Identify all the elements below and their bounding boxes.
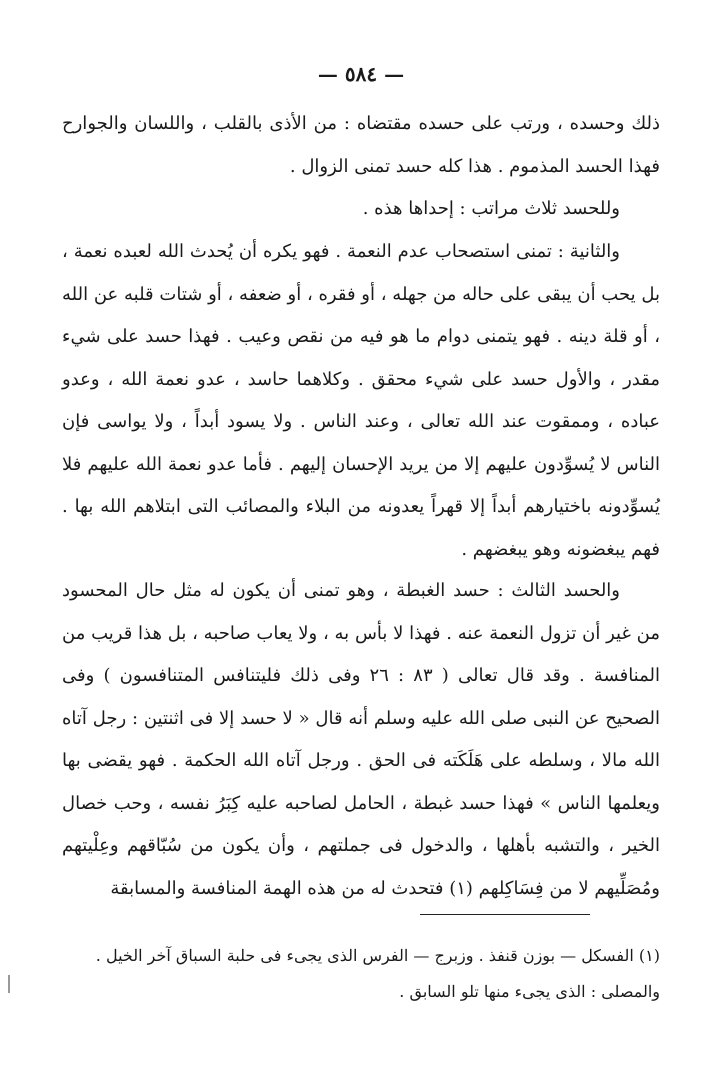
margin-mark: [8, 975, 10, 993]
paragraph-ranks-of-envy: وللحسد ثلاث مراتب : إحداها هذه .: [362, 198, 620, 219]
paragraph-third-rank: والحسد الثالث : حسد الغبطة ، وهو تمنى أن يكون له مثل حال المحسود من غير أن تزول النعمة عنه . فهذا لا بأس به ، ولا يعاب صاحبه ، بل هذا قريب من المنافسة . وقد قال تعالى ( ٨٣ : ٢٦ وفى ذلك فليتنافس المتنافسون ) وفى الصحيح عن النبى صلى الله عليه وسلم أنه قال « لا حسد إلا فى اثنتين : رجل آتاه الله مالا ، وسلطه على هَلَكَته فى الحق . ورجل آتاه الله الحكمة . فهو يقضى بها ويعلمها الناس » فهذا حسد غبطة ، الحامل لصاحبه عليه كِبَرُ نفسه ، وحب خصال الخير ، والتشبه بأهلها ، والدخول فى جملتهم ، وأن يكون من سُبّاقهم وعِلْيتهم ومُصَلِّيهم لا من فِسَاكِلهم (١) فتحدث له من هذه الهمة المنافسة والمسابقة: [62, 580, 661, 899]
paragraph-continuation: ذلك وحسده ، ورتب على حسده مقتضاه : من الأذى بالقلب ، واللسان والجوارح فهذا الحسد المذموم . هذا كله حسد تمنى الزوال .: [62, 113, 660, 177]
page-number: — ٥٨٤ —: [317, 62, 405, 86]
footnote: (١) الفسكل — بوزن قنفذ . وزبرج — الفرس الذى يجىء فى حلبة السباق آخر الخيل . والمصلى : الذى يجىء منها تلو السابق .: [95, 946, 660, 1001]
footnote-divider: [420, 914, 590, 915]
paragraph-second-rank: والثانية : تمنى استصحاب عدم النعمة . فهو يكره أن يُحدث الله لعبده نعمة ، بل يحب أن يبقى على حاله من جهله ، أو فقره ، أو ضعفه ، أو شتات قلبه عن الله ، أو قلة دينه . فهو يتمنى دوام ما هو فيه من نقص وعيب . فهذا حسد على شيء مقدر ، والأول حسد على شيء محقق . وكلاهما حاسد ، عدو نعمة الله ، وعدو عباده ، وممقوت عند الله تعالى ، وعند الناس . ولا يسود أبداً ، ولا يواسى فإن الناس لا يُسوِّدون عليهم إلا من يريد الإحسان إليهم . فأما عدو نعمة الله عليهم فلا يُسوِّدونه باختيارهم أبداً إلا قهراً يعدونه من البلاء والمصائب التى ابتلاهم الله بها . فهم يبغضونه وهو يبغضهم .: [62, 241, 661, 560]
